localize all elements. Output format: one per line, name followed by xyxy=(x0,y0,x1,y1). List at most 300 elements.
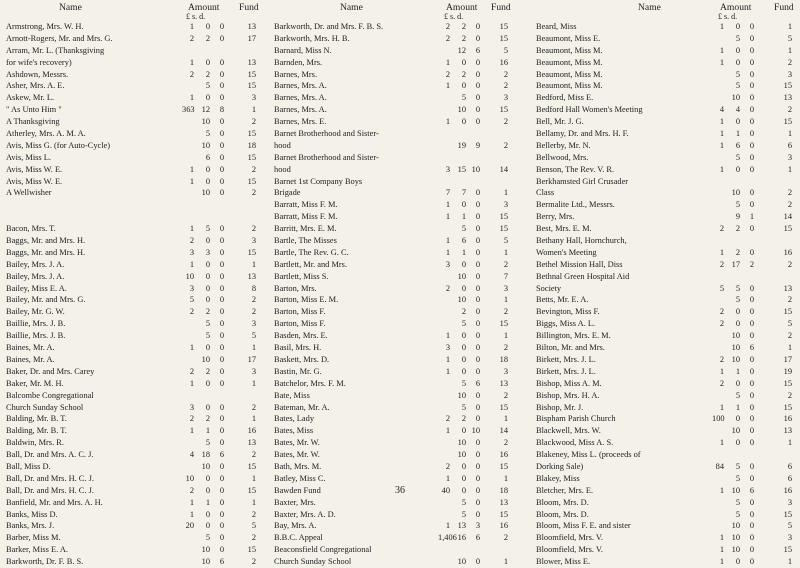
donor-name: Avis, Miss L. xyxy=(6,152,51,162)
amount-pence: 0 xyxy=(475,331,480,341)
donation-row xyxy=(6,497,264,509)
fund-number: 15 xyxy=(247,485,256,495)
amount-pounds: 1 xyxy=(189,22,194,31)
amount-shillings: 19 xyxy=(457,140,466,150)
donation-row xyxy=(274,92,530,104)
units-label: £ s. d. xyxy=(444,12,464,21)
donor-name: Church Sunday School xyxy=(274,557,352,567)
fund-number: 2 xyxy=(787,200,792,210)
amount-pounds: 1 xyxy=(445,426,450,436)
amount-pence: 0 xyxy=(749,200,754,210)
amount-shillings: 2 xyxy=(461,22,466,31)
donation-row xyxy=(536,532,798,544)
amount-pence: 0 xyxy=(219,152,224,162)
donor-name: Baxter, Mrs. A. D. xyxy=(274,509,336,519)
fund-number: 14 xyxy=(499,426,508,436)
amount-shillings: 5 xyxy=(735,33,740,43)
amount-shillings: 5 xyxy=(461,509,466,519)
fund-number: 16 xyxy=(499,450,508,460)
amount-shillings: 0 xyxy=(205,485,210,495)
amount-shillings: 10 xyxy=(457,557,466,567)
amount-pence: 0 xyxy=(219,343,224,353)
fund-number: 13 xyxy=(247,438,256,448)
donor-name: Barber, Miss M. xyxy=(6,533,61,543)
donor-name: Avis, Miss W. E. xyxy=(6,164,63,174)
amount-pounds: 2 xyxy=(445,414,450,424)
amount-pence: 6 xyxy=(475,378,480,388)
donation-row xyxy=(536,342,798,354)
amount-pounds: 1 xyxy=(445,354,450,364)
donor-name: Barnes, Mrs. A. xyxy=(274,105,327,115)
fund-number: 6 xyxy=(787,473,792,483)
fund-number: 2 xyxy=(251,402,256,412)
amount-pence: 8 xyxy=(219,105,224,115)
amount-shillings: 10 xyxy=(201,140,210,150)
donation-row xyxy=(6,366,264,378)
donor-name: Basden, Mrs. E. xyxy=(274,331,328,341)
donation-row xyxy=(6,235,264,247)
donor-column-3 xyxy=(536,0,798,567)
header-name: Name xyxy=(340,2,363,13)
amount-pence: 0 xyxy=(749,307,754,317)
donation-row xyxy=(6,520,264,532)
donation-row xyxy=(536,544,798,556)
donor-name: Best, Mrs. E. M. xyxy=(536,224,592,234)
donation-row xyxy=(6,21,264,33)
donor-name: Bishop, Mrs. H. A. xyxy=(536,390,600,400)
amount-pence: 6 xyxy=(749,485,754,495)
amount-shillings: 0 xyxy=(461,485,466,495)
donor-name: Bates, Lady xyxy=(274,414,315,424)
donor-name: Bate, Miss xyxy=(274,390,310,400)
fund-number: 8 xyxy=(251,283,256,293)
amount-shillings: 0 xyxy=(205,295,210,305)
amount-pounds: 5 xyxy=(189,295,194,305)
donor-name: Bath, Mrs. M. xyxy=(274,461,322,471)
amount-shillings: 0 xyxy=(735,22,740,31)
amount-shillings: 0 xyxy=(461,343,466,353)
donation-row xyxy=(536,378,798,390)
donor-name: Baillie, Mrs. J. B. xyxy=(6,319,66,329)
amount-shillings: 0 xyxy=(205,271,210,281)
amount-shillings: 16 xyxy=(457,533,466,543)
fund-number: 15 xyxy=(499,402,508,412)
donation-row xyxy=(274,425,530,437)
fund-number: 2 xyxy=(251,117,256,127)
fund-number: 1 xyxy=(251,473,256,483)
fund-number: 2 xyxy=(503,438,508,448)
donation-row xyxy=(6,176,264,188)
amount-shillings: 2 xyxy=(205,307,210,317)
donor-name: A Thanksgiving xyxy=(6,117,60,127)
amount-pounds: 1 xyxy=(189,93,194,103)
amount-shillings: 10 xyxy=(457,105,466,115)
amount-pence: 0 xyxy=(219,81,224,91)
donation-row xyxy=(274,354,530,366)
fund-number: 13 xyxy=(247,22,256,31)
amount-pence: 0 xyxy=(475,319,480,329)
fund-number: 14 xyxy=(783,212,792,222)
amount-pounds: 1 xyxy=(445,366,450,376)
donation-row xyxy=(6,45,264,57)
donor-name: Bethany Hall, Hornchurch, xyxy=(536,236,627,246)
amount-pounds: 1 xyxy=(719,57,724,67)
amount-shillings: 0 xyxy=(205,176,210,186)
amount-pence: 0 xyxy=(475,366,480,376)
donor-name: Barritt, Mrs. E. M. xyxy=(274,224,337,234)
amount-pounds: 1 xyxy=(189,426,194,436)
amount-pence: 0 xyxy=(749,69,754,79)
amount-pence: 0 xyxy=(749,497,754,507)
donor-name: Bellwood, Mrs. xyxy=(536,152,589,162)
amount-pence: 0 xyxy=(749,331,754,341)
amount-pence: 0 xyxy=(219,378,224,388)
amount-shillings: 10 xyxy=(731,331,740,341)
fund-number: 2 xyxy=(503,390,508,400)
amount-pounds: 1 xyxy=(445,212,450,222)
donation-row xyxy=(536,413,798,425)
amount-shillings: 0 xyxy=(461,461,466,471)
donation-row xyxy=(6,104,264,116)
donation-row xyxy=(274,21,530,33)
amount-shillings: 10 xyxy=(457,295,466,305)
donation-row xyxy=(274,271,530,283)
amount-shillings: 5 xyxy=(735,283,740,293)
donation-row xyxy=(274,199,530,211)
amount-shillings: 0 xyxy=(735,57,740,67)
fund-number: 5 xyxy=(787,33,792,43)
donation-row xyxy=(6,152,264,164)
fund-number: 15 xyxy=(499,224,508,234)
amount-pence: 0 xyxy=(219,509,224,519)
amount-pence: 0 xyxy=(219,283,224,293)
amount-pounds: 2 xyxy=(445,461,450,471)
amount-shillings: 5 xyxy=(461,497,466,507)
amount-shillings: 10 xyxy=(201,354,210,364)
amount-pence: 0 xyxy=(749,557,754,567)
fund-number: 2 xyxy=(503,81,508,91)
donation-row xyxy=(536,223,798,235)
fund-number: 16 xyxy=(783,485,792,495)
fund-number: 5 xyxy=(251,521,256,531)
donation-row xyxy=(274,556,530,568)
donor-name: Arram, Mr. L. (Thanksgiving xyxy=(6,45,105,55)
amount-shillings: 2 xyxy=(205,33,210,43)
donation-row xyxy=(274,128,530,140)
amount-pence: 3 xyxy=(475,521,480,531)
amount-shillings: 10 xyxy=(731,354,740,364)
fund-number: 6 xyxy=(787,461,792,471)
donor-name: Bacon, Mrs. T. xyxy=(6,224,56,234)
amount-pence: 0 xyxy=(475,390,480,400)
fund-number: 2 xyxy=(503,259,508,269)
donation-row xyxy=(536,45,798,57)
donor-name: Biggs, Miss A. L. xyxy=(536,319,596,329)
amount-pounds: 1 xyxy=(189,497,194,507)
donor-name: Society xyxy=(536,283,562,293)
amount-pence: 0 xyxy=(219,188,224,198)
fund-number: 1 xyxy=(503,188,508,198)
amount-shillings: 0 xyxy=(461,200,466,210)
donation-row xyxy=(6,461,264,473)
amount-pence: 10 xyxy=(471,426,480,436)
amount-shillings: 10 xyxy=(201,545,210,555)
amount-pence: 0 xyxy=(219,247,224,257)
amount-pounds: 40 xyxy=(441,485,450,495)
amount-pence: 0 xyxy=(749,247,754,257)
amount-shillings: 0 xyxy=(205,521,210,531)
donor-name: Bellamy, Dr. and Mrs. H. F. xyxy=(536,129,629,139)
donation-row xyxy=(536,21,798,33)
amount-shillings: 0 xyxy=(461,354,466,364)
amount-pence: 0 xyxy=(475,485,480,495)
amount-shillings: 4 xyxy=(735,105,740,115)
donation-row xyxy=(274,283,530,295)
amount-shillings: 6 xyxy=(205,152,210,162)
donation-row xyxy=(6,378,264,390)
donation-row xyxy=(274,211,530,223)
amount-pounds: 2 xyxy=(189,485,194,495)
donation-row xyxy=(536,425,798,437)
amount-shillings: 0 xyxy=(461,81,466,91)
amount-pence: 0 xyxy=(475,438,480,448)
amount-shillings: 1 xyxy=(205,497,210,507)
amount-pounds: 1 xyxy=(719,140,724,150)
fund-number: 2 xyxy=(503,533,508,543)
amount-shillings: 2 xyxy=(461,307,466,317)
donation-row xyxy=(6,164,264,176)
donor-name: Bermalite Ltd., Messrs. xyxy=(536,200,615,210)
amount-shillings: 12 xyxy=(457,45,466,55)
amount-shillings: 13 xyxy=(457,521,466,531)
donation-row xyxy=(6,116,264,128)
amount-pounds: 1 xyxy=(189,224,194,234)
fund-number: 15 xyxy=(783,117,792,127)
donor-name: Bates, Mr. W. xyxy=(274,438,320,448)
amount-pence: 0 xyxy=(475,212,480,222)
donor-name: Baxter, Mrs. xyxy=(274,497,316,507)
donor-name: Berkhamsted Girl Crusader xyxy=(536,176,629,186)
donation-row xyxy=(536,509,798,521)
amount-pence: 0 xyxy=(749,354,754,364)
donor-name: Women's Meeting xyxy=(536,247,597,257)
amount-pence: 0 xyxy=(475,473,480,483)
fund-number: 3 xyxy=(787,152,792,162)
donor-name: Batley, Miss C. xyxy=(274,473,326,483)
fund-number: 2 xyxy=(787,390,792,400)
donor-name: Barnes, Mrs. A. xyxy=(274,93,327,103)
donor-name: Bartlett, Miss S. xyxy=(274,271,329,281)
amount-shillings: 10 xyxy=(201,188,210,198)
donation-row xyxy=(274,152,530,164)
donor-name: Banks, Miss D. xyxy=(6,509,58,519)
donor-name: Baskett, Mrs. D. xyxy=(274,354,330,364)
fund-number: 3 xyxy=(503,366,508,376)
donor-name: Birkett, Mrs. J. L. xyxy=(536,366,596,376)
amount-pence: 0 xyxy=(475,343,480,353)
amount-pounds: 2 xyxy=(719,224,724,234)
donation-row xyxy=(536,294,798,306)
amount-shillings: 1 xyxy=(735,129,740,139)
amount-shillings: 0 xyxy=(205,473,210,483)
donor-name: Beaumont, Miss M. xyxy=(536,69,603,79)
amount-shillings: 6 xyxy=(735,140,740,150)
amount-shillings: 2 xyxy=(461,414,466,424)
donor-name: Balcombe Congregational xyxy=(6,390,94,400)
amount-pence: 0 xyxy=(749,57,754,67)
header-fund: Fund xyxy=(491,2,511,13)
amount-shillings: 5 xyxy=(461,319,466,329)
donation-row xyxy=(6,413,264,425)
donation-row xyxy=(536,449,798,461)
amount-pence: 0 xyxy=(749,224,754,234)
amount-shillings: 0 xyxy=(205,509,210,519)
donation-row xyxy=(6,80,264,92)
donor-name: Bloom, Miss F. E. and sister xyxy=(536,521,631,531)
amount-shillings: 5 xyxy=(205,331,210,341)
amount-pence: 0 xyxy=(475,354,480,364)
fund-number: 2 xyxy=(787,259,792,269)
fund-number: 1 xyxy=(251,414,256,424)
amount-shillings: 5 xyxy=(735,390,740,400)
amount-pounds: 3 xyxy=(445,259,450,269)
amount-pence: 6 xyxy=(475,45,480,55)
fund-number: 17 xyxy=(247,33,256,43)
amount-pence: 0 xyxy=(475,200,480,210)
amount-pounds: 2 xyxy=(719,259,724,269)
amount-shillings: 0 xyxy=(735,378,740,388)
fund-number: 15 xyxy=(783,402,792,412)
amount-shillings: 0 xyxy=(461,57,466,67)
amount-pence: 0 xyxy=(219,295,224,305)
header-fund: Fund xyxy=(774,2,794,13)
amount-pounds: 1 xyxy=(445,473,450,483)
fund-number: 15 xyxy=(783,307,792,317)
fund-number: 1 xyxy=(251,378,256,388)
amount-pence: 0 xyxy=(219,140,224,150)
donor-name: Barkworth, Dr. and Mrs. F. B. S. xyxy=(274,22,384,31)
fund-number: 16 xyxy=(247,426,256,436)
amount-shillings: 5 xyxy=(735,473,740,483)
amount-pence: 0 xyxy=(749,378,754,388)
donor-name: Birkett, Mrs. J. L. xyxy=(536,354,596,364)
amount-pounds: 1 xyxy=(445,331,450,341)
donation-row xyxy=(536,164,798,176)
donor-name: Atherley, Mrs. A. M. A. xyxy=(6,129,86,139)
amount-shillings: 0 xyxy=(735,438,740,448)
donation-row xyxy=(536,556,798,568)
donor-name: Bay, Mrs. A. xyxy=(274,521,317,531)
fund-number: 17 xyxy=(247,354,256,364)
donation-row xyxy=(274,247,530,259)
amount-shillings: 0 xyxy=(205,236,210,246)
donation-row xyxy=(274,57,530,69)
donor-name: hood xyxy=(274,164,291,174)
fund-number: 2 xyxy=(251,450,256,460)
donor-name: Beaumont, Miss M. xyxy=(536,45,603,55)
donor-name: Bates, Miss xyxy=(274,426,314,436)
fund-number: 2 xyxy=(251,509,256,519)
amount-pence: 9 xyxy=(475,140,480,150)
fund-number: 15 xyxy=(247,247,256,257)
donation-row xyxy=(536,187,798,199)
donation-row xyxy=(274,140,530,152)
amount-pence: 0 xyxy=(475,497,480,507)
donor-name: Beaumont, Miss M. xyxy=(536,81,603,91)
donation-row xyxy=(6,128,264,140)
amount-shillings: 5 xyxy=(735,497,740,507)
amount-pounds: 10 xyxy=(185,271,194,281)
amount-pence: 0 xyxy=(749,45,754,55)
donation-row xyxy=(274,413,530,425)
fund-number: 5 xyxy=(503,236,508,246)
amount-shillings: 5 xyxy=(205,533,210,543)
amount-shillings: 17 xyxy=(731,259,740,269)
amount-shillings: 0 xyxy=(461,473,466,483)
donor-name: Blakeney, Miss L. (proceeds of xyxy=(536,450,641,460)
fund-number: 2 xyxy=(787,57,792,67)
donor-name: Barratt, Miss F. M. xyxy=(274,200,338,210)
amount-pence: 0 xyxy=(475,414,480,424)
donation-row xyxy=(274,187,530,199)
amount-pounds: 4 xyxy=(719,105,724,115)
donation-row xyxy=(274,69,530,81)
donor-name: Bevington, Miss F. xyxy=(536,307,600,317)
donation-row xyxy=(274,294,530,306)
fund-number: 2 xyxy=(503,117,508,127)
donation-row xyxy=(536,402,798,414)
amount-pence: 0 xyxy=(219,354,224,364)
amount-shillings: 3 xyxy=(205,247,210,257)
amount-shillings: 0 xyxy=(205,283,210,293)
fund-number: 15 xyxy=(247,129,256,139)
donation-row xyxy=(6,425,264,437)
donation-row xyxy=(536,235,798,247)
fund-number: 2 xyxy=(787,188,792,198)
donation-row xyxy=(274,116,530,128)
donor-name: Baldwin, Mrs. R. xyxy=(6,438,64,448)
amount-pence: 6 xyxy=(749,343,754,353)
amount-shillings: 5 xyxy=(735,295,740,305)
amount-pence: 0 xyxy=(219,271,224,281)
amount-shillings: 0 xyxy=(735,307,740,317)
fund-number: 3 xyxy=(251,366,256,376)
amount-pounds: 2 xyxy=(445,283,450,293)
donor-name: Bishop, Miss A. M. xyxy=(536,378,602,388)
donation-row xyxy=(274,390,530,402)
amount-pence: 10 xyxy=(471,164,480,174)
fund-number: 1 xyxy=(503,414,508,424)
amount-pence: 6 xyxy=(219,557,224,567)
donor-name: Berry, Mrs. xyxy=(536,212,575,222)
fund-number: 15 xyxy=(247,461,256,471)
donation-row xyxy=(536,330,798,342)
donation-row xyxy=(6,306,264,318)
amount-pence: 0 xyxy=(475,22,480,31)
amount-pounds: 2 xyxy=(445,22,450,31)
donor-name: Bispham Parish Church xyxy=(536,414,616,424)
amount-pence: 0 xyxy=(749,426,754,436)
donation-row xyxy=(274,306,530,318)
donation-row xyxy=(536,366,798,378)
amount-pounds: 3 xyxy=(189,283,194,293)
amount-pounds: 100 xyxy=(712,414,725,424)
donor-name: Barton, Mrs. xyxy=(274,283,317,293)
donation-row xyxy=(536,283,798,295)
fund-number: 6 xyxy=(787,140,792,150)
donor-name: Armstrong, Mrs. W. H. xyxy=(6,22,84,31)
fund-number: 15 xyxy=(247,176,256,186)
